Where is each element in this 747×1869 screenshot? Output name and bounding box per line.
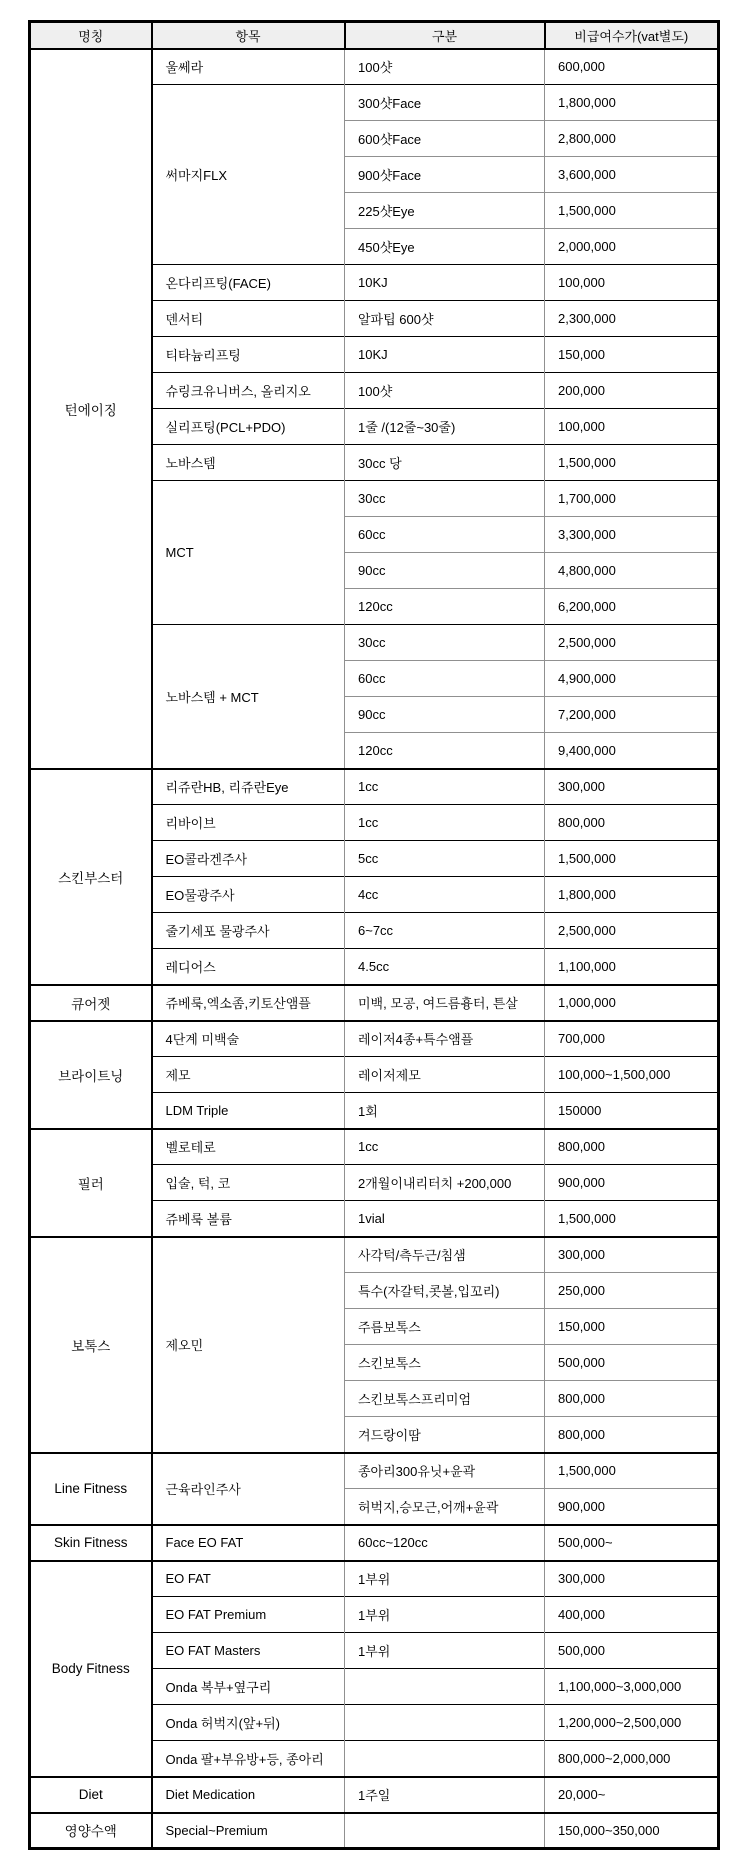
division-cell: 종아리300유닛+윤곽: [345, 1453, 545, 1489]
item-cell: 쥬베룩 볼륨: [152, 1201, 345, 1237]
item-cell: 노바스템: [152, 445, 345, 481]
item-cell: Onda 팔+부유방+등, 종아리: [152, 1741, 345, 1777]
group-name-cell: Diet: [30, 1777, 152, 1813]
item-cell: Special~Premium: [152, 1813, 345, 1849]
item-cell: 써마지FLX: [152, 85, 345, 265]
division-cell: 300샷Face: [345, 85, 545, 121]
table-row: [30, 1129, 719, 1165]
item-cell: Face EO FAT: [152, 1525, 345, 1561]
price-cell: 1,100,000~3,000,000: [545, 1669, 719, 1705]
division-cell: 레이저제모: [345, 1057, 545, 1093]
item-cell: 4단계 미백술: [152, 1021, 345, 1057]
division-cell: 1회: [345, 1093, 545, 1129]
item-cell: 입술, 턱, 코: [152, 1165, 345, 1201]
table-row: [30, 49, 719, 85]
price-cell: 2,300,000: [545, 301, 719, 337]
price-cell: 4,800,000: [545, 553, 719, 589]
division-cell: 5cc: [345, 841, 545, 877]
division-cell: 1줄 /(12줄~30줄): [345, 409, 545, 445]
group-name-cell: 큐어젯: [30, 985, 152, 1021]
price-cell: 150,000: [545, 337, 719, 373]
division-cell: 30cc 당: [345, 445, 545, 481]
price-cell: 400,000: [545, 1597, 719, 1633]
division-cell: 알파팁 600샷: [345, 301, 545, 337]
division-cell: 1cc: [345, 805, 545, 841]
column-header-price: 비급여수가(vat별도): [545, 22, 719, 49]
division-cell: [345, 1669, 545, 1705]
item-cell: Onda 복부+옆구리: [152, 1669, 345, 1705]
item-cell: 온다리프팅(FACE): [152, 265, 345, 301]
price-cell: 1,500,000: [545, 1453, 719, 1489]
price-table-header: [30, 22, 719, 49]
price-cell: 300,000: [545, 769, 719, 805]
price-cell: 800,000: [545, 1417, 719, 1453]
item-cell: 노바스템 + MCT: [152, 625, 345, 769]
price-cell: 3,600,000: [545, 157, 719, 193]
price-cell: 6,200,000: [545, 589, 719, 625]
division-cell: 30cc: [345, 625, 545, 661]
price-cell: 1,500,000: [545, 193, 719, 229]
price-cell: 3,300,000: [545, 517, 719, 553]
item-cell: 실리프팅(PCL+PDO): [152, 409, 345, 445]
division-cell: 10KJ: [345, 265, 545, 301]
column-header-division: 구분: [345, 22, 545, 49]
price-cell: 800,000~2,000,000: [545, 1741, 719, 1777]
division-cell: 225샷Eye: [345, 193, 545, 229]
division-cell: 1주일: [345, 1777, 545, 1813]
division-cell: 120cc: [345, 733, 545, 769]
price-cell: 1,800,000: [545, 877, 719, 913]
group-name-cell: 보톡스: [30, 1237, 152, 1453]
item-cell: 줄기세포 물광주사: [152, 913, 345, 949]
item-cell: EO FAT Premium: [152, 1597, 345, 1633]
division-cell: 겨드랑이땀: [345, 1417, 545, 1453]
division-cell: 60cc: [345, 661, 545, 697]
item-cell: 근육라인주사: [152, 1453, 345, 1525]
division-cell: 허벅지,승모근,어깨+윤곽: [345, 1489, 545, 1525]
group-name-cell: 영양수액: [30, 1813, 152, 1849]
price-cell: 1,500,000: [545, 445, 719, 481]
division-cell: 2개월이내리터치 +200,000: [345, 1165, 545, 1201]
table-row: [30, 1525, 719, 1561]
item-cell: Diet Medication: [152, 1777, 345, 1813]
division-cell: 10KJ: [345, 337, 545, 373]
price-cell: 100,000~1,500,000: [545, 1057, 719, 1093]
group-name-cell: 스킨부스터: [30, 769, 152, 985]
price-cell: 2,000,000: [545, 229, 719, 265]
header-row: [30, 22, 719, 49]
division-cell: 60cc~120cc: [345, 1525, 545, 1561]
price-cell: 500,000: [545, 1345, 719, 1381]
price-table-body: [30, 49, 719, 1849]
item-cell: Onda 허벅지(앞+뒤): [152, 1705, 345, 1741]
group-name-cell: Body Fitness: [30, 1561, 152, 1777]
table-row: [30, 1453, 719, 1489]
division-cell: 사각턱/측두근/침샘: [345, 1237, 545, 1273]
table-row: [30, 1237, 719, 1273]
division-cell: 600샷Face: [345, 121, 545, 157]
price-cell: 1,000,000: [545, 985, 719, 1021]
division-cell: 4.5cc: [345, 949, 545, 985]
item-cell: 티타늄리프팅: [152, 337, 345, 373]
table-row: [30, 1813, 719, 1849]
item-cell: 레디어스: [152, 949, 345, 985]
item-cell: 쥬베룩,엑소좀,키토산앰플: [152, 985, 345, 1021]
division-cell: 30cc: [345, 481, 545, 517]
group-name-cell: Skin Fitness: [30, 1525, 152, 1561]
price-cell: 20,000~: [545, 1777, 719, 1813]
price-cell: 500,000~: [545, 1525, 719, 1561]
table-row: [30, 769, 719, 805]
division-cell: 1cc: [345, 769, 545, 805]
price-cell: 1,500,000: [545, 841, 719, 877]
division-cell: 스킨보톡스: [345, 1345, 545, 1381]
item-cell: 덴서티: [152, 301, 345, 337]
division-cell: 90cc: [345, 697, 545, 733]
item-cell: 리쥬란HB, 리쥬란Eye: [152, 769, 345, 805]
price-cell: 300,000: [545, 1561, 719, 1597]
item-cell: 리바이브: [152, 805, 345, 841]
price-cell: 100,000: [545, 409, 719, 445]
division-cell: 1부위: [345, 1633, 545, 1669]
price-cell: 200,000: [545, 373, 719, 409]
item-cell: 제모: [152, 1057, 345, 1093]
price-cell: 2,500,000: [545, 913, 719, 949]
price-cell: 7,200,000: [545, 697, 719, 733]
division-cell: 스킨보톡스프리미엄: [345, 1381, 545, 1417]
division-cell: 6~7cc: [345, 913, 545, 949]
item-cell: EO물광주사: [152, 877, 345, 913]
price-cell: 2,800,000: [545, 121, 719, 157]
price-cell: 700,000: [545, 1021, 719, 1057]
division-cell: 100샷: [345, 373, 545, 409]
division-cell: 1cc: [345, 1129, 545, 1165]
item-cell: EO콜라겐주사: [152, 841, 345, 877]
price-cell: 9,400,000: [545, 733, 719, 769]
price-cell: 600,000: [545, 49, 719, 85]
price-cell: 1,500,000: [545, 1201, 719, 1237]
group-name-cell: 브라이트닝: [30, 1021, 152, 1129]
price-table: [28, 20, 720, 1850]
price-cell: 1,800,000: [545, 85, 719, 121]
division-cell: 레이저4종+특수앰플: [345, 1021, 545, 1057]
division-cell: 90cc: [345, 553, 545, 589]
price-cell: 1,200,000~2,500,000: [545, 1705, 719, 1741]
price-cell: 900,000: [545, 1165, 719, 1201]
price-cell: 1,700,000: [545, 481, 719, 517]
division-cell: 1부위: [345, 1597, 545, 1633]
price-cell: 300,000: [545, 1237, 719, 1273]
price-cell: 800,000: [545, 1381, 719, 1417]
price-cell: 150000: [545, 1093, 719, 1129]
price-cell: 900,000: [545, 1489, 719, 1525]
group-name-cell: Line Fitness: [30, 1453, 152, 1525]
item-cell: MCT: [152, 481, 345, 625]
item-cell: 슈링크유니버스, 올리지오: [152, 373, 345, 409]
item-cell: LDM Triple: [152, 1093, 345, 1129]
group-name-cell: 턴에이징: [30, 49, 152, 769]
column-header-item: 항목: [152, 22, 345, 49]
price-cell: 250,000: [545, 1273, 719, 1309]
column-header-name: 명칭: [30, 22, 152, 49]
item-cell: 벨로테로: [152, 1129, 345, 1165]
price-cell: 150,000: [545, 1309, 719, 1345]
price-cell: 800,000: [545, 1129, 719, 1165]
table-row: [30, 1561, 719, 1597]
price-cell: 150,000~350,000: [545, 1813, 719, 1849]
table-row: [30, 1777, 719, 1813]
group-name-cell: 필러: [30, 1129, 152, 1237]
division-cell: 미백, 모공, 여드름흉터, 튼살: [345, 985, 545, 1021]
item-cell: 울쎄라: [152, 49, 345, 85]
division-cell: 주름보톡스: [345, 1309, 545, 1345]
division-cell: 450샷Eye: [345, 229, 545, 265]
table-row: [30, 1021, 719, 1057]
item-cell: 제오민: [152, 1237, 345, 1453]
price-cell: 500,000: [545, 1633, 719, 1669]
price-cell: 4,900,000: [545, 661, 719, 697]
division-cell: [345, 1705, 545, 1741]
division-cell: 60cc: [345, 517, 545, 553]
price-cell: 100,000: [545, 265, 719, 301]
division-cell: 120cc: [345, 589, 545, 625]
price-cell: 2,500,000: [545, 625, 719, 661]
table-row: [30, 985, 719, 1021]
division-cell: 1vial: [345, 1201, 545, 1237]
division-cell: 900샷Face: [345, 157, 545, 193]
division-cell: 특수(자갈턱,콧볼,입꼬리): [345, 1273, 545, 1309]
price-cell: 1,100,000: [545, 949, 719, 985]
division-cell: 4cc: [345, 877, 545, 913]
item-cell: EO FAT Masters: [152, 1633, 345, 1669]
division-cell: 100샷: [345, 49, 545, 85]
division-cell: 1부위: [345, 1561, 545, 1597]
division-cell: [345, 1741, 545, 1777]
division-cell: [345, 1813, 545, 1849]
price-cell: 800,000: [545, 805, 719, 841]
item-cell: EO FAT: [152, 1561, 345, 1597]
